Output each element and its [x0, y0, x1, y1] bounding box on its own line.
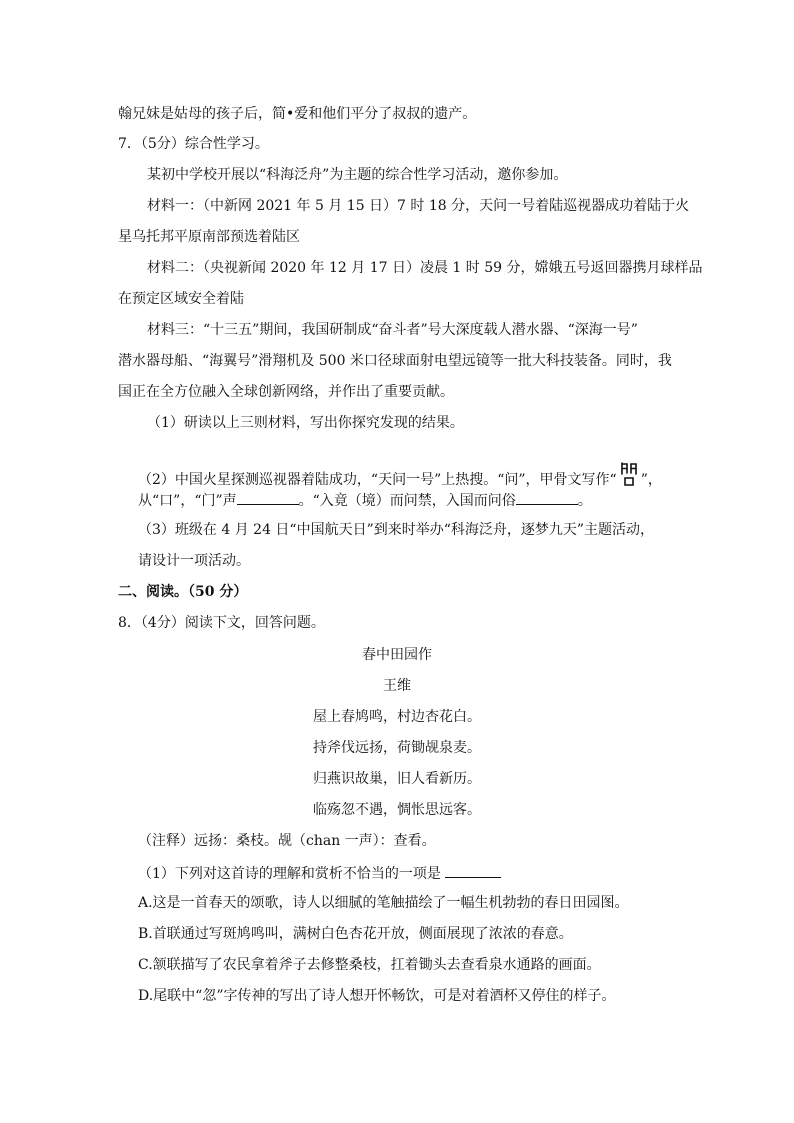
- answer-blank[interactable]: [516, 490, 578, 505]
- poem-note: （注释）远扬：桑枝。觇（chan 一声）：查看。: [138, 833, 436, 849]
- question-7-2-close-quote: ”，: [640, 472, 662, 488]
- question-7-1: （1）研读以上三则材料，写出你探究发现的结果。: [147, 415, 464, 431]
- poem-author: 王维: [383, 678, 411, 694]
- option-a: A.这是一首春天的颂歌，诗人以细腻的笔触描绘了一幅生机勃勃的春日田园图。: [138, 895, 629, 911]
- question-7-2-text: （2）中国火星探测巡视器着陆成功，“天问一号”上热搜。“问”，甲骨文写作“: [138, 472, 617, 488]
- question-7-2-text-b2: 。“入竟（境）而问禁，入国而问俗: [298, 493, 516, 509]
- question-8-1-text: （1）下列对这首诗的理解和赏析不恰当的一项是: [138, 866, 446, 882]
- material-2-line-2: 在预定区域安全着陆: [118, 291, 244, 307]
- question-7-3-line-2: 请设计一项活动。: [138, 553, 250, 569]
- option-b: B.首联通过写斑鸠鸣叫，满树白色杏花开放，侧面展现了浓浓的春意。: [138, 926, 573, 942]
- material-3-line-2: 潜水器母船、“海翼号”滑翔机及 500 米口径球面射电望远镜等一批大科技装备。同时，我: [118, 353, 672, 369]
- material-3-line-3: 国正在全方位融入全球创新网络，并作出了重要贡献。: [118, 384, 454, 400]
- question-7-2-text-b1: 从“口”，“门”声: [138, 493, 237, 509]
- section-heading: 二、阅读。（50 分）: [118, 584, 248, 600]
- answer-blank[interactable]: [445, 863, 501, 878]
- material-3-line-1: 材料三：“十三五”期间，我国研制成“奋斗者”号大深度载人潜水器、“深海一号”: [147, 322, 638, 338]
- poem-line-3: 归燕识故巢，旧人看新历。: [313, 771, 481, 787]
- question-7-title: 7．（5分）综合性学习。: [118, 136, 269, 152]
- question-8-1: [138, 863, 501, 883]
- poem-title: 春中田园作: [362, 647, 432, 663]
- answer-blank[interactable]: [237, 490, 299, 505]
- text-line: 翰兄妹是姑母的孩子后，简•爱和他们平分了叔叔的遗产。: [118, 106, 477, 122]
- question-7-2-line-1: [138, 460, 662, 489]
- poem-line-1: 屋上春鸠鸣，村边杏花白。: [313, 709, 481, 725]
- poem-line-2: 持斧伐远扬，荷锄觇泉麦。: [313, 740, 481, 756]
- question-7-intro: 某初中学校开展以“科海泛舟”为主题的综合性学习活动，邀你参加。: [147, 167, 568, 183]
- question-7-2-text-b3: 。: [577, 493, 592, 509]
- material-1-line-1: 材料一：（中新网 2021 年 5 月 15 日）7 时 18 分，天问一号着陆巡视器成功着陆于火: [147, 198, 690, 214]
- material-1-line-2: 星乌托邦平原南部预选着陆区: [118, 229, 300, 245]
- poem-line-4: 临殇忽不遇，惆怅思远客。: [313, 802, 481, 818]
- question-7-2-line-2: [138, 490, 592, 510]
- option-d: D.尾联中“忽”字传神的写出了诗人想开怀畅饮，可是对着酒杯又停住的样子。: [138, 988, 616, 1004]
- question-8-title: 8．（4分）阅读下文，回答问题。: [118, 615, 325, 631]
- material-2-line-1: 材料二：（央视新闻 2020 年 12 月 17 日）凌晨 1 时 59 分，嫦娥五号返回器携月球样品: [147, 260, 703, 276]
- question-7-3-line-1: （3）班级在 4 月 24 日“中国航天日”到来时举办“科海泛舟，逐梦九天”主题活动，: [138, 522, 655, 538]
- oracle-bone-wen-icon: [618, 460, 640, 488]
- option-c: C.颔联描写了农民拿着斧子去修整桑枝，扛着锄头去查看泉水通路的画面。: [138, 957, 601, 973]
